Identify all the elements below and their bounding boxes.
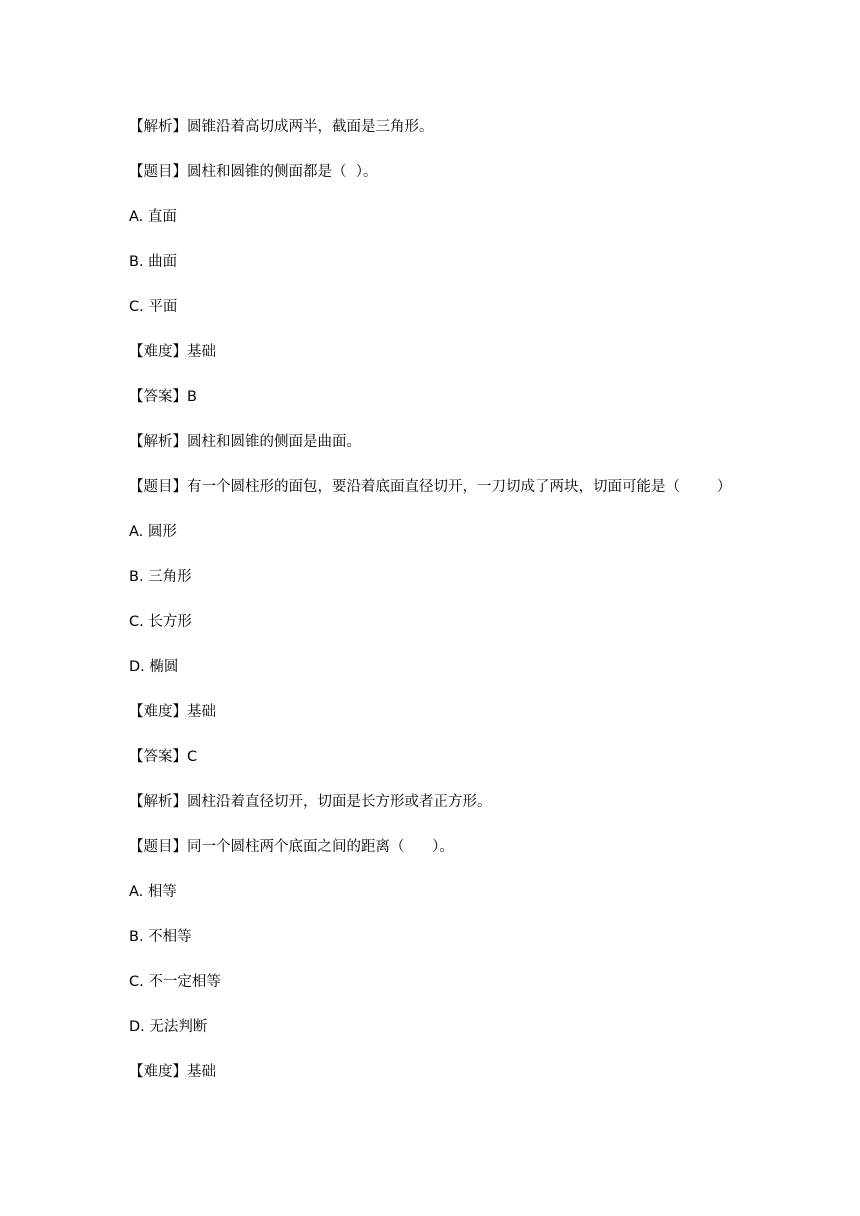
option-c: C. 长方形 xyxy=(129,614,192,630)
option-c: C. 平面 xyxy=(129,299,178,315)
analysis-line: 【解析】圆锥沿着高切成两半，截面是三角形。 xyxy=(129,119,434,135)
option-a: A. 圆形 xyxy=(129,524,177,540)
difficulty-line: 【难度】基础 xyxy=(129,704,216,720)
difficulty-line: 【难度】基础 xyxy=(129,1064,216,1080)
answer-line: 【答案】B xyxy=(129,389,197,405)
option-a: A. 相等 xyxy=(129,884,177,900)
question-line: 【题目】圆柱和圆锥的侧面都是（ ）。 xyxy=(129,164,378,180)
option-d: D. 椭圆 xyxy=(129,659,179,675)
document-body xyxy=(129,115,769,1105)
option-b: B. 不相等 xyxy=(129,929,192,945)
option-b: B. 三角形 xyxy=(129,569,192,585)
option-d: D. 无法判断 xyxy=(129,1019,208,1035)
analysis-line: 【解析】圆柱和圆锥的侧面是曲面。 xyxy=(129,434,361,450)
difficulty-line: 【难度】基础 xyxy=(129,344,216,360)
option-b: B. 曲面 xyxy=(129,254,178,270)
answer-line: 【答案】C xyxy=(129,749,198,765)
option-c: C. 不一定相等 xyxy=(129,974,221,990)
option-a: A. 直面 xyxy=(129,209,177,225)
question-line: 【题目】同一个圆柱两个底面之间的距离（ ）。 xyxy=(129,839,454,855)
analysis-line: 【解析】圆柱沿着直径切开，切面是长方形或者正方形。 xyxy=(129,794,492,810)
question-line: 【题目】有一个圆柱形的面包，要沿着底面直径切开，一刀切成了两块，切面可能是（ ） xyxy=(129,479,732,495)
